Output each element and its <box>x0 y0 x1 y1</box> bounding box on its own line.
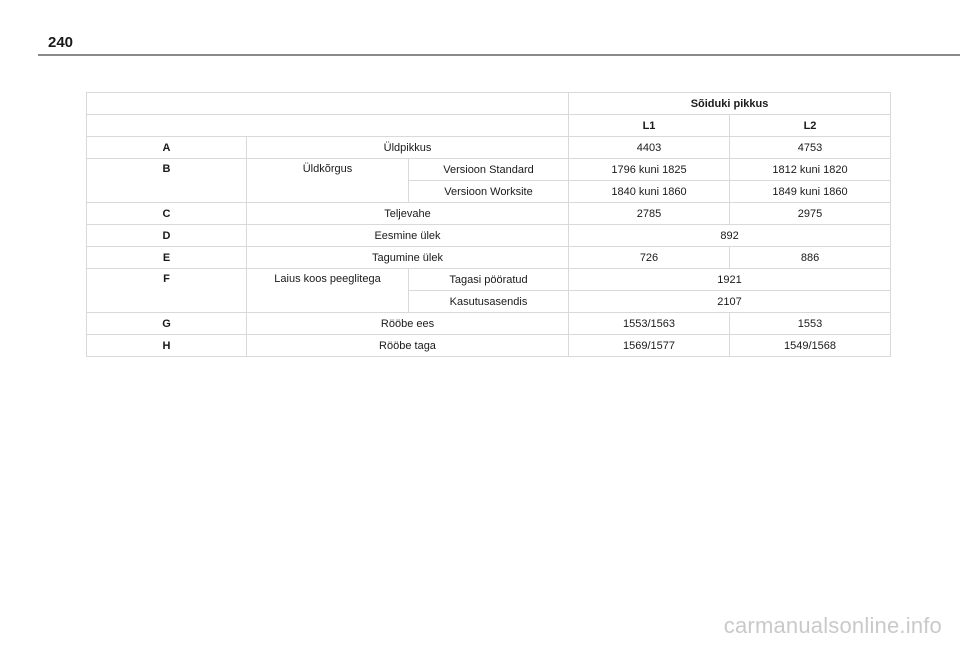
table-row <box>87 225 891 247</box>
column-l1-header: L1 <box>569 115 730 137</box>
row-name: Üldkõrgus <box>247 159 409 203</box>
value-l2: 2975 <box>730 203 891 225</box>
watermark: carmanualsonline.info <box>723 613 942 638</box>
value-l1: 726 <box>569 247 730 269</box>
value-l2: 1812 kuni 1820 <box>730 159 891 181</box>
table-row <box>87 247 891 269</box>
value-l1: 2785 <box>569 203 730 225</box>
value-l2: 1849 kuni 1860 <box>730 181 891 203</box>
row-name: Tagumine ülek <box>247 247 569 269</box>
dimensions-table <box>86 92 891 357</box>
table-row <box>87 269 891 291</box>
value-l1: 4403 <box>569 137 730 159</box>
value-l1: 1840 kuni 1860 <box>569 181 730 203</box>
row-label: F <box>87 269 247 313</box>
row-label: E <box>87 247 247 269</box>
row-label: A <box>87 137 247 159</box>
table-row <box>87 313 891 335</box>
value-l2: 886 <box>730 247 891 269</box>
table-row <box>87 335 891 357</box>
value-merged: 1921 <box>569 269 891 291</box>
row-name: Üldpikkus <box>247 137 569 159</box>
table-subheader-row <box>87 115 891 137</box>
value-l1: 1553/1563 <box>569 313 730 335</box>
row-subname: Tagasi pööratud <box>409 269 569 291</box>
value-l2: 1549/1568 <box>730 335 891 357</box>
value-l2: 1553 <box>730 313 891 335</box>
row-name: Rööbe ees <box>247 313 569 335</box>
table-row <box>87 137 891 159</box>
header-divider <box>38 54 960 56</box>
row-subname: Kasutusasendis <box>409 291 569 313</box>
value-merged: 892 <box>569 225 891 247</box>
empty-header-cell <box>87 93 569 115</box>
value-l2: 4753 <box>730 137 891 159</box>
table-row <box>87 159 891 181</box>
value-l1: 1569/1577 <box>569 335 730 357</box>
row-name: Eesmine ülek <box>247 225 569 247</box>
row-label: B <box>87 159 247 203</box>
row-name: Rööbe taga <box>247 335 569 357</box>
column-l2-header: L2 <box>730 115 891 137</box>
row-label: H <box>87 335 247 357</box>
value-merged: 2107 <box>569 291 891 313</box>
row-subname: Versioon Standard <box>409 159 569 181</box>
value-l1: 1796 kuni 1825 <box>569 159 730 181</box>
row-subname: Versioon Worksite <box>409 181 569 203</box>
table-row <box>87 203 891 225</box>
table-header-row <box>87 93 891 115</box>
row-label: G <box>87 313 247 335</box>
page-number: 240 <box>48 34 74 51</box>
row-name: Laius koos peeglitega <box>247 269 409 313</box>
row-label: D <box>87 225 247 247</box>
row-label: C <box>87 203 247 225</box>
row-name: Teljevahe <box>247 203 569 225</box>
empty-subheader-cell <box>87 115 569 137</box>
vehicle-length-header: Sõiduki pikkus <box>569 93 891 115</box>
